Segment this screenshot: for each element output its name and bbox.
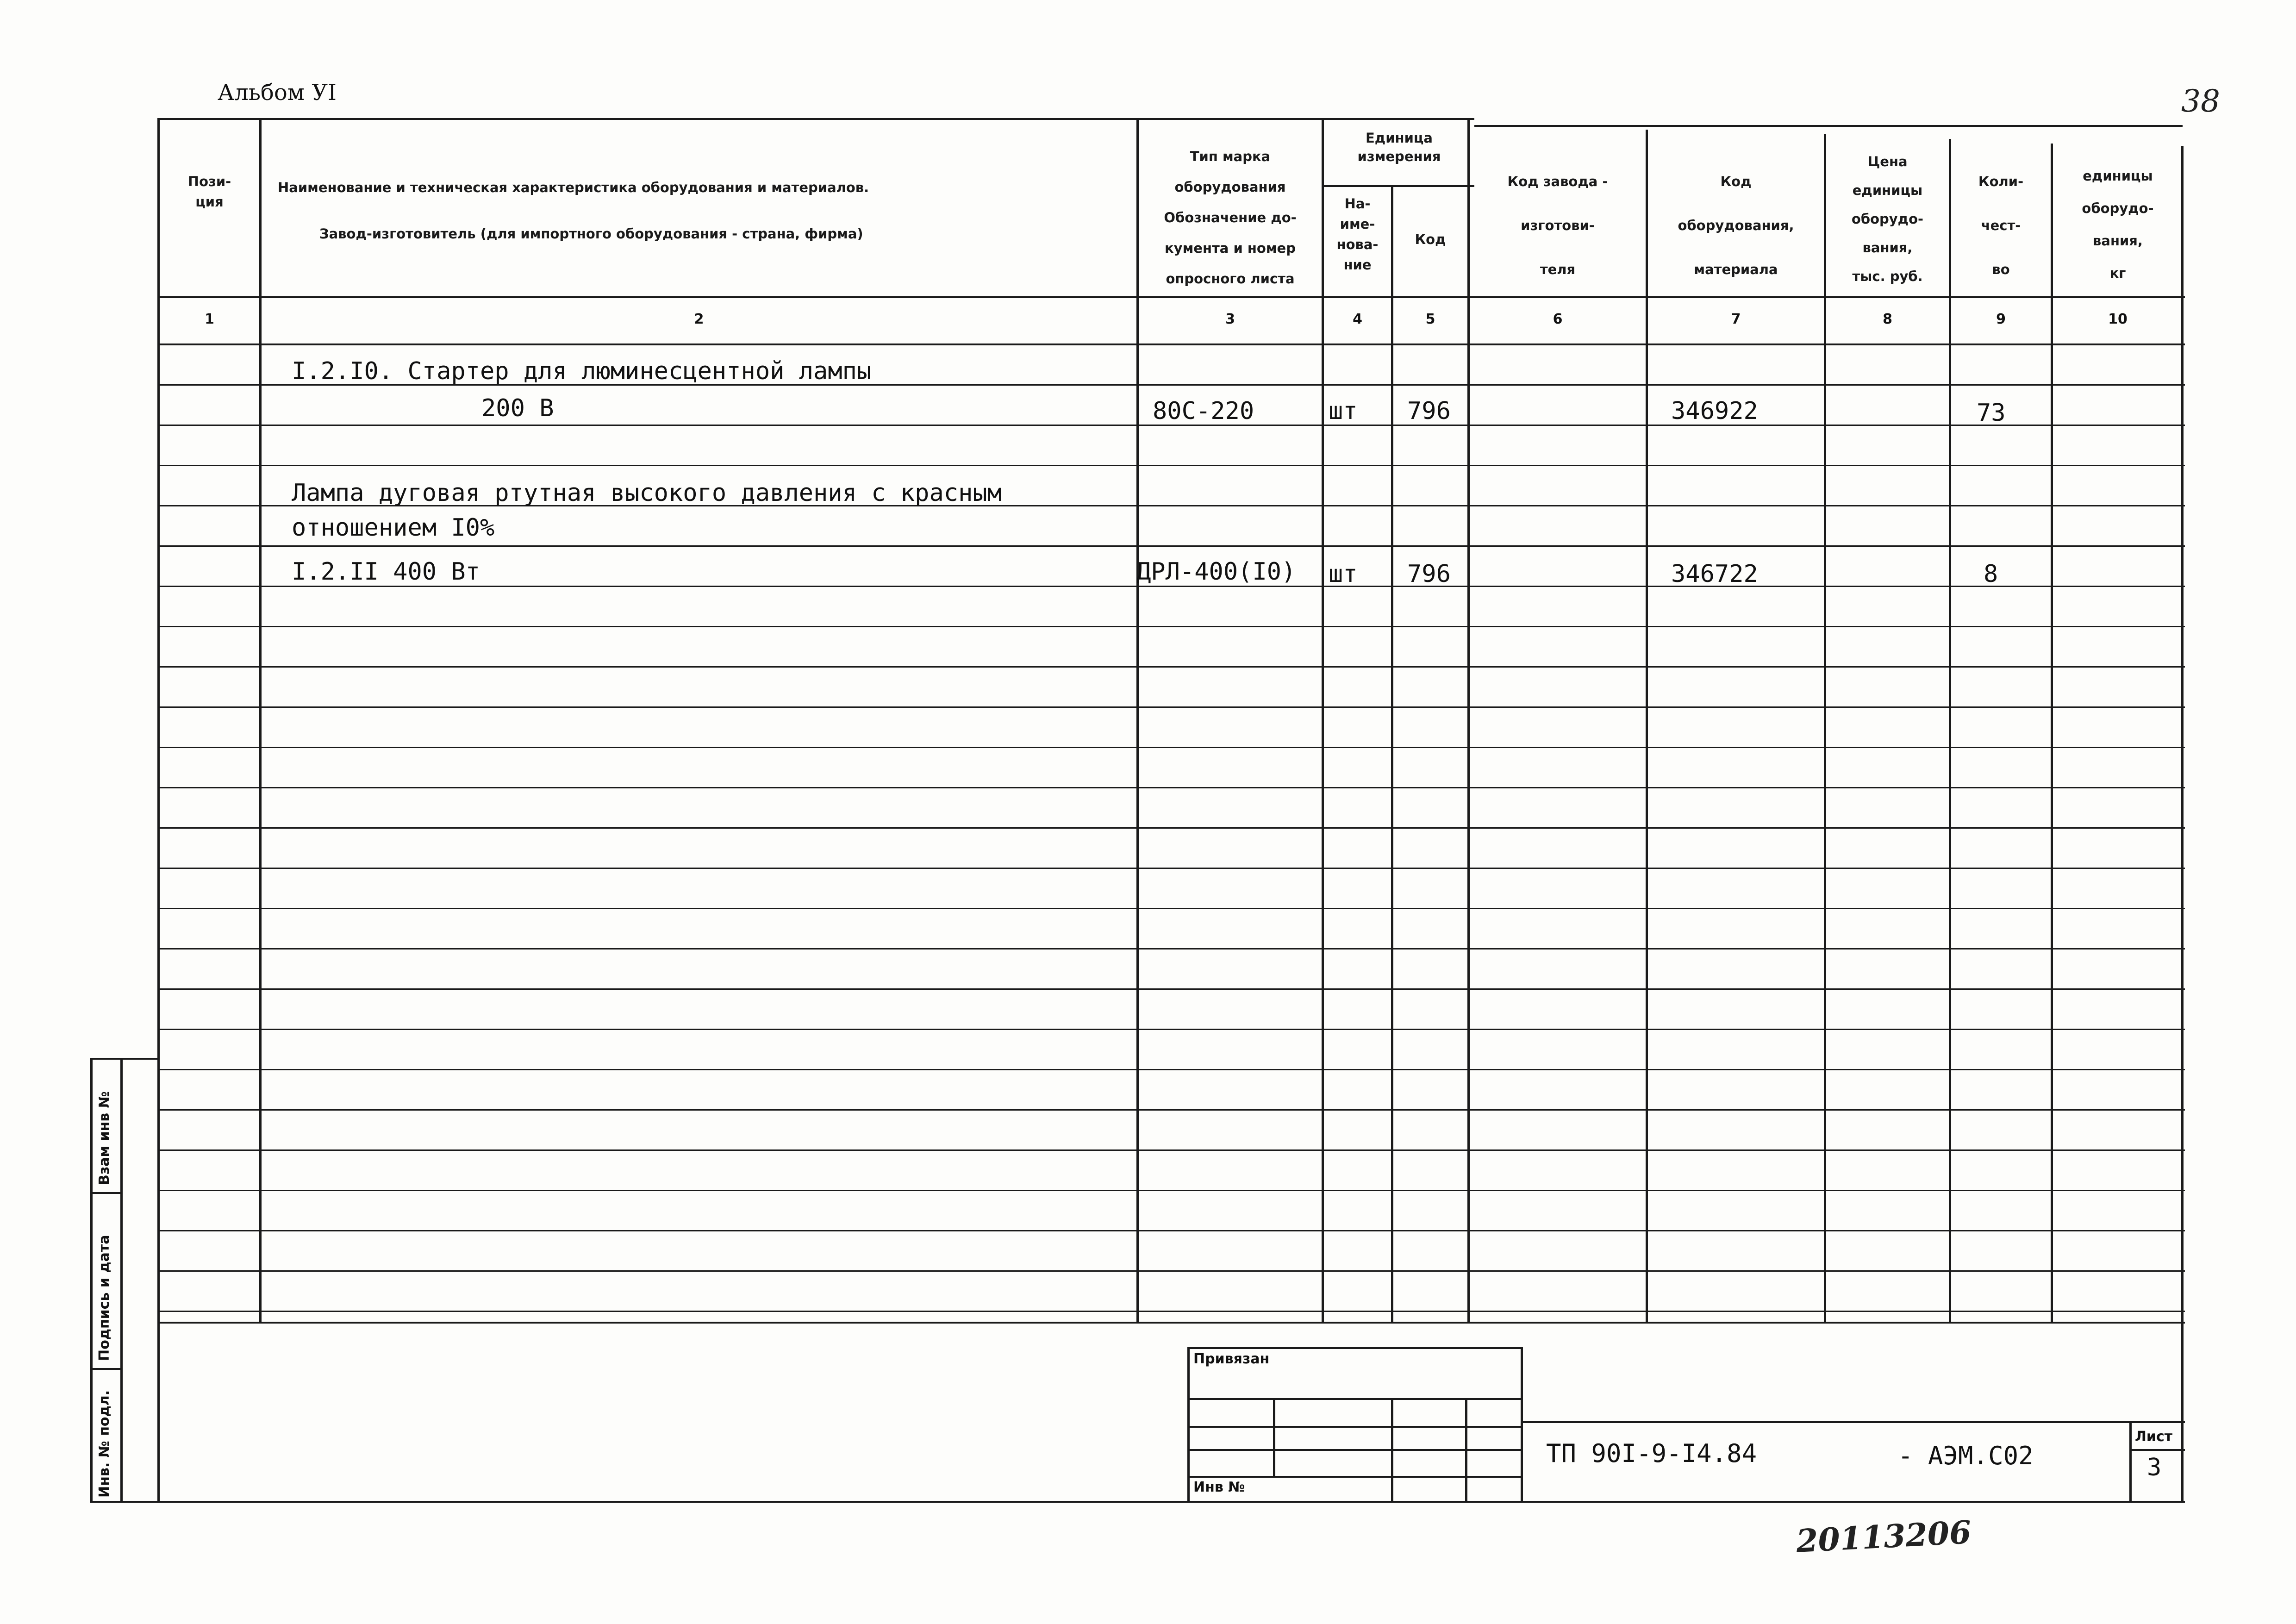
colnum-4: 4	[1353, 311, 1362, 327]
colnum-10: 10	[2108, 311, 2128, 327]
header-price: Цена единицы оборудо- вания, тыс. руб.	[1851, 154, 1924, 284]
header-position: Пози- ция	[187, 174, 231, 210]
colnum-7: 7	[1731, 311, 1741, 327]
row5-name: отношением I0%	[292, 514, 495, 542]
album-label: Альбом УI	[218, 80, 337, 106]
sheet-label: Лист	[2135, 1429, 2173, 1445]
header-quantity: Коли- чест- во	[1978, 174, 2024, 277]
row2-quantity: 73	[1977, 399, 2006, 427]
side-label-vzam: Взам инв №	[96, 1091, 112, 1185]
table-row-line	[157, 465, 2185, 466]
table-row-line	[157, 827, 2185, 829]
page-number: 38	[2181, 83, 2220, 119]
document-code: ТП 90I-9-I4.84	[1546, 1439, 1757, 1468]
table-row-line	[157, 747, 2185, 748]
side-label-podpis: Подпись и дата	[96, 1235, 112, 1361]
header-unit-code: Код	[1415, 231, 1446, 247]
row6-code: 796	[1407, 560, 1451, 588]
table-row-line	[157, 948, 2185, 949]
table-row-line	[157, 1230, 2185, 1231]
header-mass: единицы оборудо- вания, кг	[2082, 168, 2154, 281]
colnum-1: 1	[205, 311, 214, 327]
header-factory-code: Код завода - изготови- теля	[1507, 174, 1608, 277]
row1-name: I.2.I0. Стартер для люминесцентной лампы	[292, 357, 872, 385]
table-row-line	[157, 868, 2185, 869]
header-unit-name: На- име- нова- ние	[1336, 196, 1379, 273]
header-name: Наименование и техническая характеристика оборудования и материалов. Завод-изготовитель (для импортного оборудования - страна, фирма)	[278, 180, 869, 242]
row6-equipment-code: 346722	[1671, 560, 1758, 588]
stamp-inv-no-label: Инв №	[1193, 1479, 1245, 1495]
side-label-inv-podl: Инв. № подл.	[96, 1390, 112, 1498]
table-row-line	[157, 1069, 2185, 1070]
colnum-9: 9	[1996, 311, 2006, 327]
sheet-number: 3	[2147, 1454, 2162, 1481]
table-row-line	[157, 908, 2185, 909]
row2-code: 796	[1407, 397, 1451, 425]
row6-quantity: 8	[1984, 560, 1998, 588]
colnum-5: 5	[1425, 311, 1435, 327]
row6-unit: шт	[1329, 560, 1358, 588]
table-row-line	[157, 586, 2185, 587]
row6-name: I.2.II 400 Вт	[292, 558, 480, 586]
row2-name: 200 В	[481, 394, 554, 422]
table-row-line	[157, 1190, 2185, 1191]
row2-type: 80С-220	[1153, 397, 1254, 425]
row2-unit: шт	[1329, 397, 1358, 425]
table-row-line	[157, 626, 2185, 627]
table-row-line	[157, 1029, 2185, 1030]
row6-type: ДРЛ-400(I0)	[1136, 558, 1296, 586]
document-suffix: - АЭМ.С02	[1898, 1441, 2034, 1470]
header-unit-group: Единица измерения	[1357, 130, 1441, 164]
table-row-line	[157, 787, 2185, 788]
table-row-line	[157, 988, 2185, 990]
header-type: Тип марка оборудования Обозначение до- кумента и номер опросного листа	[1164, 149, 1297, 287]
colnum-6: 6	[1553, 311, 1563, 327]
table-row-line	[157, 1149, 2185, 1151]
table-row-line	[157, 1311, 2185, 1312]
colnum-2: 2	[694, 311, 704, 327]
table-row-line	[157, 1270, 2185, 1272]
colnum-3: 3	[1225, 311, 1235, 327]
table-row-line	[157, 545, 2185, 547]
row4-name: Лампа дуговая ртутная высокого давления с красным	[292, 479, 1002, 507]
header-equipment-code: Код оборудования, материала	[1678, 174, 1794, 277]
table-row-line	[157, 666, 2185, 668]
table-row-line	[157, 1109, 2185, 1111]
stamp-privyazan-label: Привязан	[1193, 1351, 1270, 1367]
row2-equipment-code: 346922	[1671, 397, 1758, 425]
colnum-8: 8	[1883, 311, 1892, 327]
table-row-line	[157, 706, 2185, 708]
handwritten-number: 20113206	[1795, 1514, 1972, 1560]
